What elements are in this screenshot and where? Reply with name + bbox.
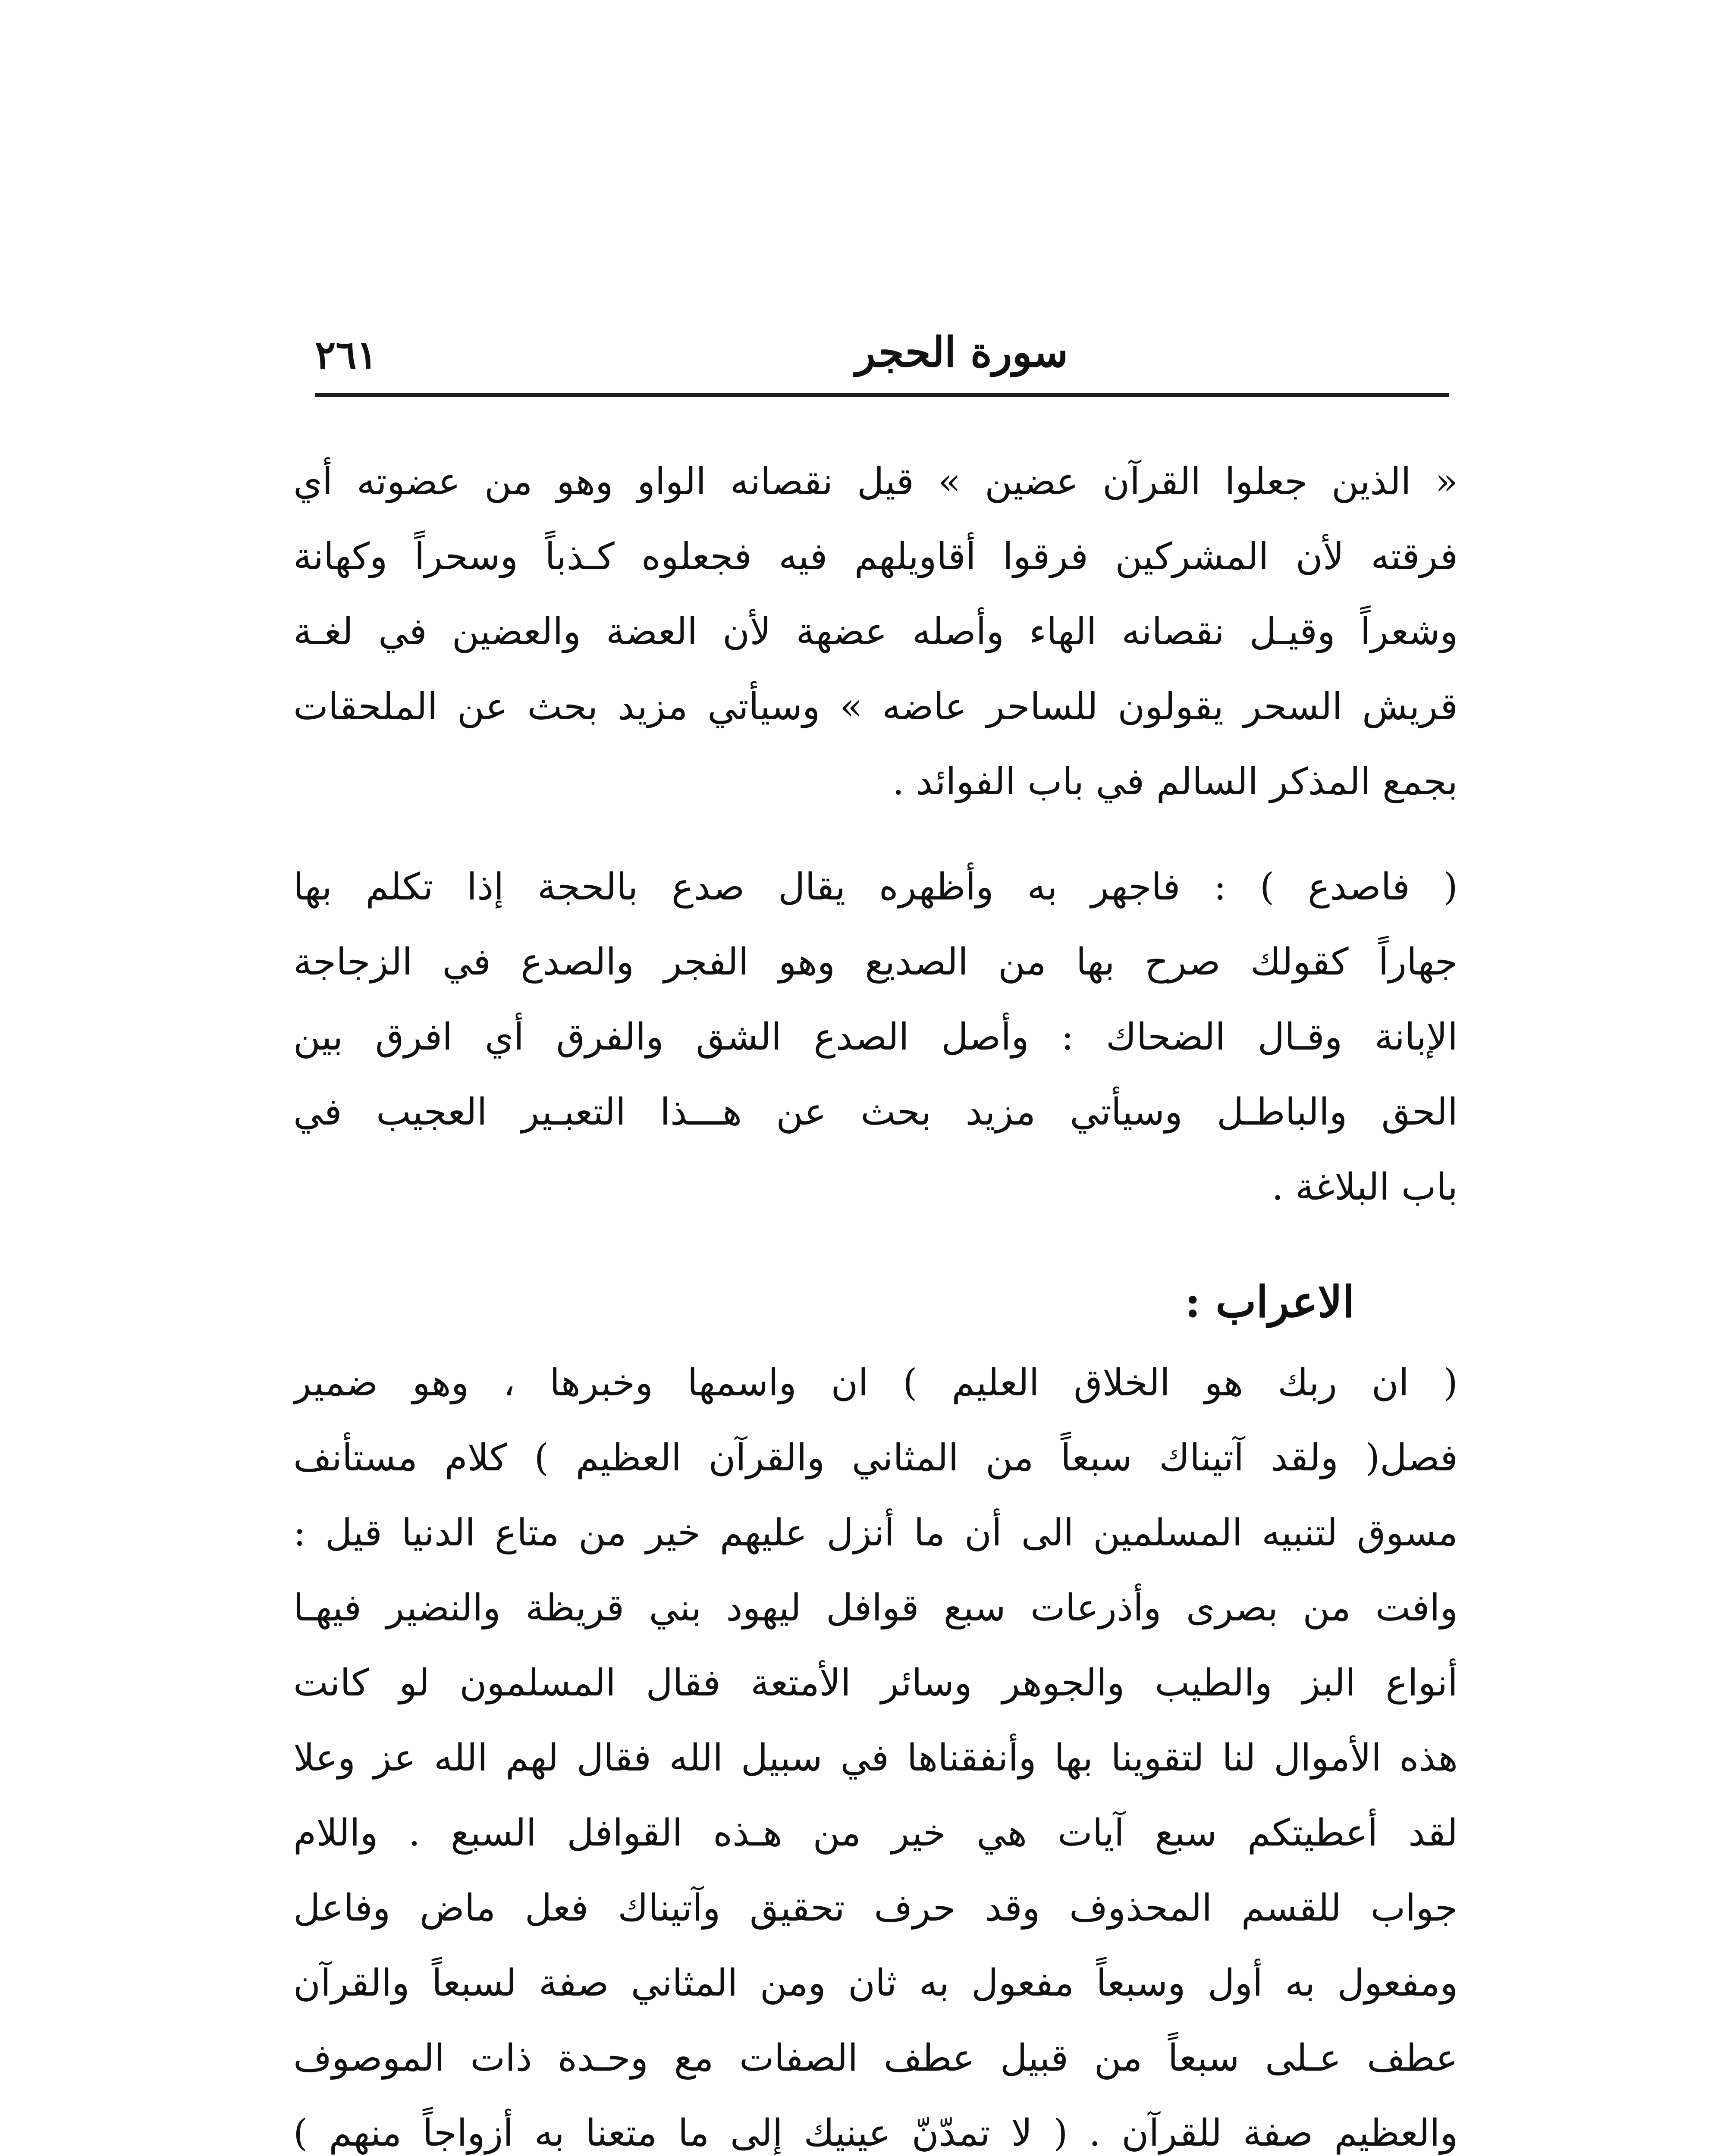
paragraph-fasda [293,849,1458,1225]
text-line: عطف عـلى سبعاً من قبيل عطف الصفات مع وحـدة ذات الموصوف [293,2037,1458,2080]
text-line: الحق والباطـل وسيأتي مزيد بحث عن هـــذا التعبـير العجيب في [293,1091,1458,1134]
paragraph-irab [293,1345,1458,2156]
text-line: وشعراً وقيـل نقصانه الهاء وأصله عضهة لأن العضة والعضين في لغـة [293,610,1458,653]
text-line: باب البلاغة . [1272,1166,1458,1209]
text-line: جهاراً كقولك صرح بها من الصديع وهو الفجر والصدع في الزجاجة [293,940,1458,984]
running-title: سورة الحجر [855,328,1068,376]
text-line: لقد أعطيتكم سبع آيات هي خير من هـذه القوافل السبع . واللام [293,1811,1458,1855]
text-line: جواب للقسم المحذوف وقد حرف تحقيق وآتيناك فعل ماض وفاعل [293,1887,1458,1930]
section-heading: الاعراب : [1184,1276,1354,1327]
text-line: وافت من بصرى وأذرعات سبع قوافل ليهود بني قريظة والنضير فيهـا [293,1586,1458,1630]
paragraph-adeen [293,444,1458,819]
text-line: فرقته لأن المشركين فرقوا أقاويلهم فيه فجعلوه كـذباً وسحراً وكهانة [293,535,1458,578]
page-number: ٢٦١ [315,332,378,378]
text-line: ( فاصدع ) : فاجهر به وأظهره يقال صدع بالحجة إذا تكلم بها [293,865,1458,909]
text-line: ( ان ربك هو الخلاق العليم ) ان واسمها وخبرها ، وهو ضمير [293,1361,1458,1404]
text-line: فصل( ولقد آتيناك سبعاً من المثاني والقرآن العظيم ) كلام مستأنف [293,1436,1458,1479]
text-line: ومفعول به أول وسبعاً مفعول به ثان ومن المثاني صفة لسبعاً والقرآن [293,1962,1458,2005]
text-line: مسوق لتنبيه المسلمين الى أن ما أنزل عليهم خير من متاع الدنيا قيل : [293,1511,1458,1554]
text-line: الإبانة وقـال الضحاك : وأصل الصدع الشق والفرق أي افرق بين [293,1015,1458,1059]
page-header [315,315,1445,401]
text-line: هذه الأموال لنا لتقوينا بها وأنفقناها في سبيل الله فقال لهم الله عز وعلا [293,1736,1458,1780]
text-line: والعظيم صفة للقرآن . ( لا تمدّنّ عينيك إلى ما متعنا به أزواجاً منهم ) [293,2112,1458,2155]
text-line: قريش السحر يقولون للساحر عاضه » وسيأتي مزيد بحث عن الملحقات [293,685,1458,728]
text-line: بجمع المذكر السالم في باب الفوائد . [892,760,1458,803]
text-line: أنواع البز والطيب والجوهر وسائر الأمتعة فقال المسلمون لو كانت [293,1661,1458,1705]
text-line: « الذين جعلوا القرآن عضين » قيل نقصانه الواو وهو من عضوته أي [293,460,1458,503]
header-rule [315,393,1449,397]
